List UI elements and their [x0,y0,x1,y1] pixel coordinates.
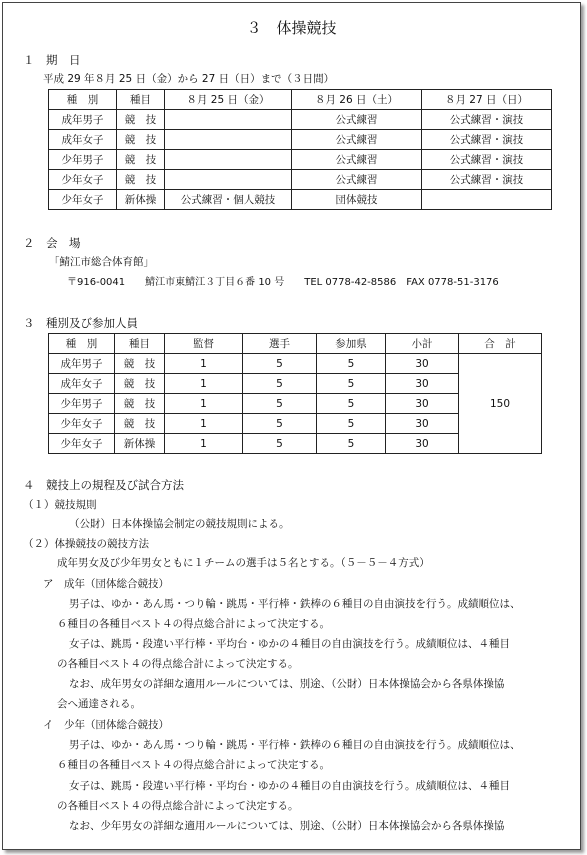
table-cell: 公式練習・演技 [422,170,552,190]
header-cell: 参加県 [317,334,386,354]
table-cell: 5 [317,434,386,454]
table-cell: 5 [243,434,317,454]
section-2-heading: ２ 会 場 [23,236,81,250]
section-3-heading: ３ 種別及び参加人員 [23,316,138,330]
table-cell [165,110,292,130]
header-cell: 合 計 [459,334,542,354]
table-row [49,354,542,374]
table-cell: 公式練習・演技 [422,130,552,150]
table-cell: 競 技 [115,354,165,374]
table-cell: 公式練習・演技 [422,150,552,170]
paragraph-line: 会へ通達される。 [57,698,141,710]
table-cell [165,170,292,190]
table-cell: 競 技 [117,110,165,130]
subsection-method-heading: （２）体操競技の競技方法 [23,538,149,550]
table-cell: 少年男子 [49,394,115,414]
table-header-row [49,334,542,354]
paragraph-line: 男子は、ゆか・あん馬・つり輪・跳馬・平行棒・鉄棒の６種目の自由演技を行う。成績順位は、 [69,598,521,610]
table-cell: 競 技 [115,414,165,434]
table-cell: 5 [243,394,317,414]
document-page [2,2,581,850]
table-cell: 競 技 [117,130,165,150]
header-cell: ８月 26 日（土） [292,90,422,110]
table-cell: 団体競技 [292,190,422,210]
paragraph-line: 女子は、跳馬・段違い平行棒・平均台・ゆかの４種目の自由演技を行う。成績順位は、４種目 [69,638,510,650]
schedule-table [48,89,552,210]
table-cell: 競 技 [115,394,165,414]
table-row [49,190,552,210]
table-cell: 1 [165,414,243,434]
paragraph-line: ６種目の各種目ベスト４の得点総合計によって決定する。 [57,618,330,630]
table-cell: 5 [243,414,317,434]
table-cell: 少年女子 [49,190,117,210]
table-cell: 競 技 [117,150,165,170]
header-cell: 選手 [243,334,317,354]
table-row [49,130,552,150]
venue-name: 「鯖江市総合体育館」 [49,256,154,268]
table-cell: 30 [386,394,459,414]
table-cell: 1 [165,434,243,454]
table-cell: 5 [317,374,386,394]
header-cell: 種目 [115,334,165,354]
table-header-row [49,90,552,110]
table-cell: 公式練習 [292,150,422,170]
table-cell: 競 技 [117,170,165,190]
page-title: ３ 体操競技 [246,19,337,37]
table-cell: 30 [386,434,459,454]
section-1-heading: １ 期 日 [23,53,81,67]
table-cell: 1 [165,374,243,394]
table-cell: 少年女子 [49,170,117,190]
table-cell: 30 [386,354,459,374]
youth-heading: イ 少年（団体総合競技） [43,719,169,731]
venue-address: 〒916-0041 鯖江市東鯖江３丁目６番 10 号 TEL 0778-42-8586 FAX 0778-51-3176 [67,277,499,288]
paragraph-line: 男子は、ゆか・あん馬・つり輪・跳馬・平行棒・鉄棒の６種目の自由演技を行う。成績順位は、 [69,739,521,751]
method-text: 成年男女及び少年男女ともに１チームの選手は５名とする。（５－５－４方式） [57,557,430,569]
paragraph-line: なお、少年男女の詳細な適用ルールについては、別途、（公財）日本体操協会から各県体操協 [69,820,505,832]
header-cell: 種目 [117,90,165,110]
table-cell: 5 [243,374,317,394]
table-cell: 5 [317,354,386,374]
table-cell: 1 [165,394,243,414]
table-row [49,150,552,170]
table-cell [422,190,552,210]
paragraph-line: 女子は、跳馬・段違い平行棒・平均台・ゆかの４種目の自由演技を行う。成績順位は、４種目 [69,780,510,792]
table-cell: 新体操 [117,190,165,210]
table-cell: 5 [317,394,386,414]
table-cell: 5 [317,414,386,434]
table-cell: 30 [386,414,459,434]
subsection-rules-heading: （１）競技規則 [23,499,97,511]
table-row [49,170,552,190]
total-cell: 150 [459,354,542,454]
table-cell: 1 [165,354,243,374]
period-text: 平成 29 年８月 25 日（金）から 27 日（日）まで（３日間） [43,73,335,85]
paragraph-line: なお、成年男女の詳細な適用ルールについては、別途、（公財）日本体操協会から各県体操協 [69,678,505,690]
paragraph-line: の各種目ベスト４の得点総合計によって決定する。 [57,658,299,670]
table-cell: 5 [243,354,317,374]
table-cell: 成年男子 [49,354,115,374]
paragraph-line: ６種目の各種目ベスト４の得点総合計によって決定する。 [57,759,330,771]
table-cell: 競 技 [115,374,165,394]
section-4-heading: ４ 競技上の規程及び試合方法 [23,478,184,492]
adult-heading: ア 成年（団体総合競技） [43,578,169,590]
table-cell: 少年男子 [49,150,117,170]
table-cell: 成年男子 [49,110,117,130]
table-cell: 公式練習 [292,170,422,190]
table-cell [165,130,292,150]
table-cell: 公式練習 [292,110,422,130]
header-cell: 小計 [386,334,459,354]
header-cell: 監督 [165,334,243,354]
header-cell: ８月 25 日（金） [165,90,292,110]
table-cell: 少年女子 [49,434,115,454]
table-cell: 公式練習・演技 [422,110,552,130]
table-cell: 30 [386,374,459,394]
table-cell: 新体操 [115,434,165,454]
table-cell: 公式練習・個人競技 [165,190,292,210]
header-cell: 種 別 [49,90,117,110]
header-cell: ８月 27 日（日） [422,90,552,110]
table-cell: 少年女子 [49,414,115,434]
table-row [49,110,552,130]
participants-table [48,333,542,454]
table-cell: 公式練習 [292,130,422,150]
table-cell [165,150,292,170]
table-cell: 成年女子 [49,130,117,150]
rules-text: （公財）日本体操協会制定の競技規則による。 [69,518,290,530]
table-cell: 成年女子 [49,374,115,394]
paragraph-line: の各種目ベスト４の得点総合計によって決定する。 [57,800,299,812]
header-cell: 種 別 [49,334,115,354]
